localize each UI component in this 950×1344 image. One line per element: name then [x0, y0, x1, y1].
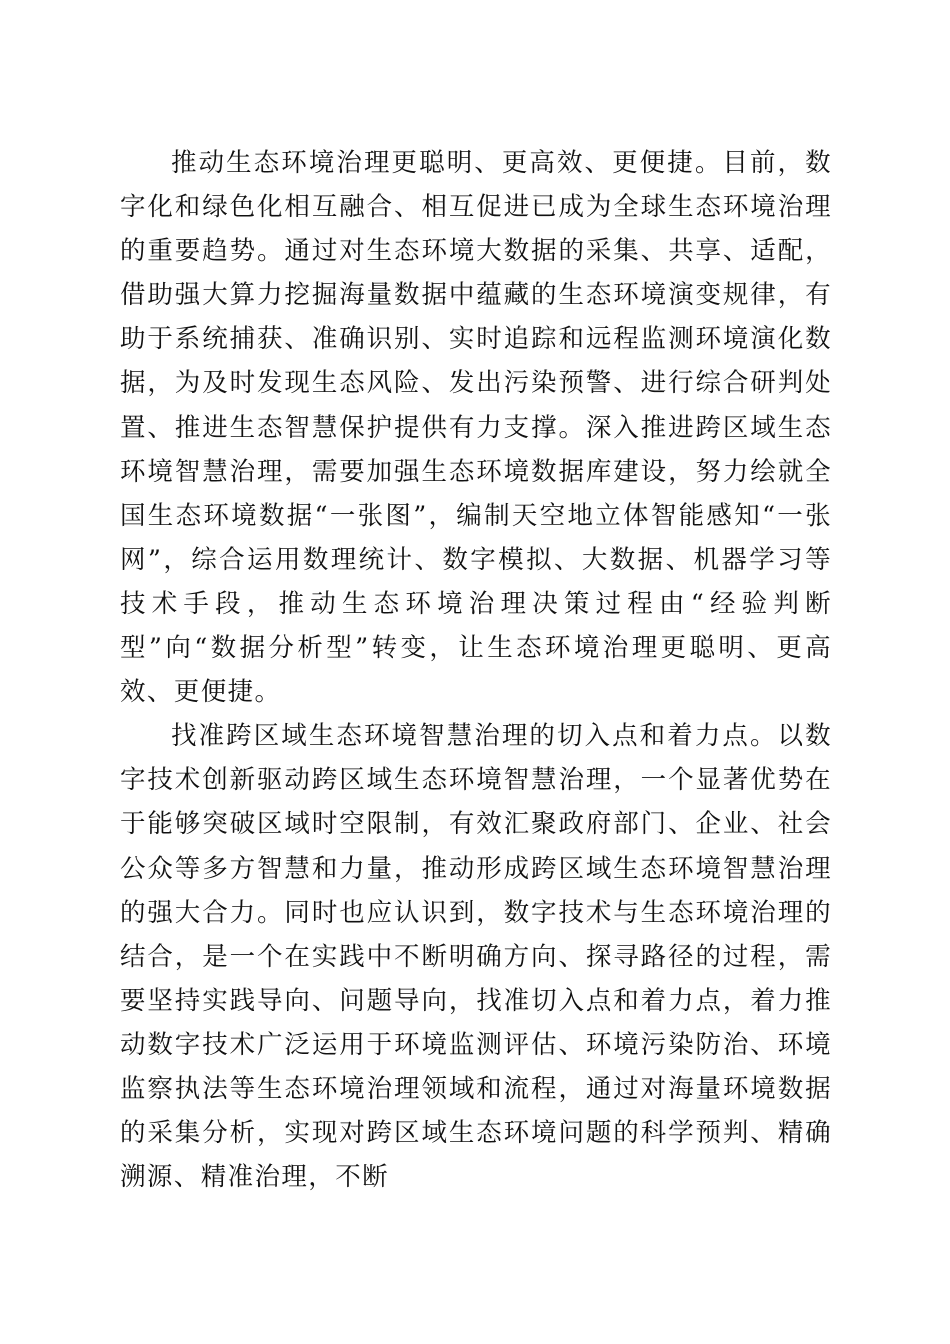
document-body: [120, 141, 832, 1199]
paragraph-2: 找准跨区域生态环境智慧治理的切入点和着力点。以数字技术创新驱动跨区域生态环境智慧治理，一个显著优势在于能够突破区域时空限制，有效汇聚政府部门、企业、社会公众等多方智慧和力量，推动形成跨区域生态环境智慧治理的强大合力。同时也应认识到，数字技术与生态环境治理的结合，是一个在实践中不断明确方向、探寻路径的过程，需要坚持实践导向、问题导向，找准切入点和着力点，着力推动数字技术广泛运用于环境监测评估、环境污染防治、环境监察执法等生态环境治理领域和流程，通过对海量环境数据的采集分析，实现对跨区域生态环境问题的科学预判、精确溯源、精准治理，不断: [120, 721, 832, 1193]
paragraph-1: 推动生态环境治理更聪明、更高效、更便捷。目前，数字化和绿色化相互融合、相互促进已成为全球生态环境治理的重要趋势。通过对生态环境大数据的采集、共享、适配，借助强大算力挖掘海量数据中蕴藏的生态环境演变规律，有助于系统捕获、准确识别、实时追踪和远程监测环境演化数据，为及时发现生态风险、发出污染预警、进行综合研判处置、推进生态智慧保护提供有力支撑。深入推进跨区域生态环境智慧治理，需要加强生态环境数据库建设，努力绘就全国生态环境数据“一张图”，编制天空地立体智能感知“一张网”，综合运用数理统计、数字模拟、大数据、机器学习等技术手段，推动生态环境治理决策过程由“经验判断型”向“数据分析型”转变，让生态环境治理更聪明、更高效、更便捷。: [120, 148, 832, 708]
